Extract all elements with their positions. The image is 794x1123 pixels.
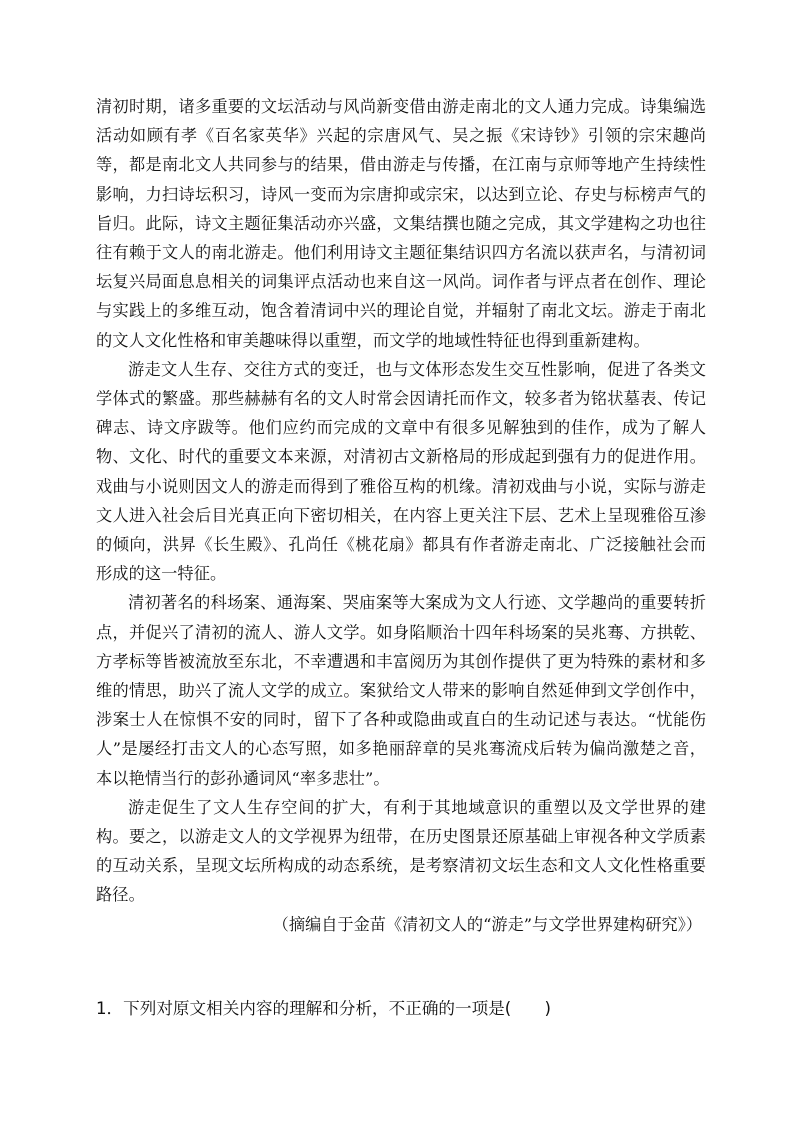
article-paragraph-2: 游走文人生存、交往方式的变迁，也与文体形态发生交互性影响，促进了各类文学体式的繁盛。那些赫赫有名的文人时常会因请托而作文，较多者为铭状墓表、传记碑志、诗文序跋等。他们应约而完成的文章中有很多见解独到的佳作，成为了解人物、文化、时代的重要文本来源，对清初古文新格局的形成起到强有力的促进作用。戏曲与小说则因文人的游走而得到了雅俗互构的机缘。清初戏曲与小说，实际与游走文人进入社会后目光真正向下密切相关，在内容上更关注下层、艺术上呈现雅俗互渗的倾向，洪昇《长生殿》、孔尚任《桃花扇》都具有作者游走南北、广泛接触社会而形成的这一特征。 <box>96 359 706 584</box>
article-source: （摘编自于金苗《清初文人的“游走”与文学世界建构研究》） <box>272 914 702 934</box>
article <box>96 92 706 939</box>
article-paragraph-4: 游走促生了文人生存空间的扩大，有利于其地域意识的重塑以及文学世界的建构。要之，以游走文人的文学视界为纽带，在历史图景还原基础上审视各种文学质素的互动关系，呈现文坛所构成的动态系统，是考察清初文坛生态和文人文化性格重要路径。 <box>96 797 706 905</box>
article-paragraph-3: 清初著名的科场案、通海案、哭庙案等大案成为文人行迹、文学趣尚的重要转折点，并促兴了清初的流人、游人文学。如身陷顺治十四年科场案的吴兆骞、方拱乾、方孝标等皆被流放至东北，不幸遭遇和丰富阅历为其创作提供了更为特殊的素材和多维的情思，助兴了流人文学的成立。案狱给文人带来的影响自然延伸到文学创作中，涉案士人在惊惧不安的同时，留下了各种或隐曲或直白的生动记述与表达。“忧能伤人”是屡经打击文人的心态写照，如多艳丽辞章的吴兆骞流戍后转为偏尚激楚之音，本以艳情当行的彭孙遹词风“率多悲壮”。 <box>96 593 706 788</box>
article-paragraph-1: 清初时期，诸多重要的文坛活动与风尚新变借由游走南北的文人通力完成。诗集编选活动如顾有孝《百名家英华》兴起的宗唐风气、吴之振《宋诗钞》引领的宗宋趣尚等，都是南北文人共同参与的结果，借由游走与传播，在江南与京师等地产生持续性影响，力扫诗坛积习，诗风一变而为宗唐抑或宗宋，以达到立论、存史与标榜声气的旨归。此际，诗文主题征集活动亦兴盛，文集结撰也随之完成，其文学建构之功也往往有赖于文人的南北游走。他们利用诗文主题征集结识四方名流以获声名，与清初词坛复兴局面息息相关的词集评点活动也来自这一风尚。词作者与评点者在创作、理论与实践上的多维互动，饱含着清词中兴的理论自觉，并辐射了南北文坛。游走于南北的文人文化性格和审美趣味得以重塑，而文学的地域性特征也得到重新建构。 <box>96 97 706 350</box>
question-1: 1．下列对原文相关内容的理解和分析，不正确的一项是( ) <box>96 999 551 1018</box>
